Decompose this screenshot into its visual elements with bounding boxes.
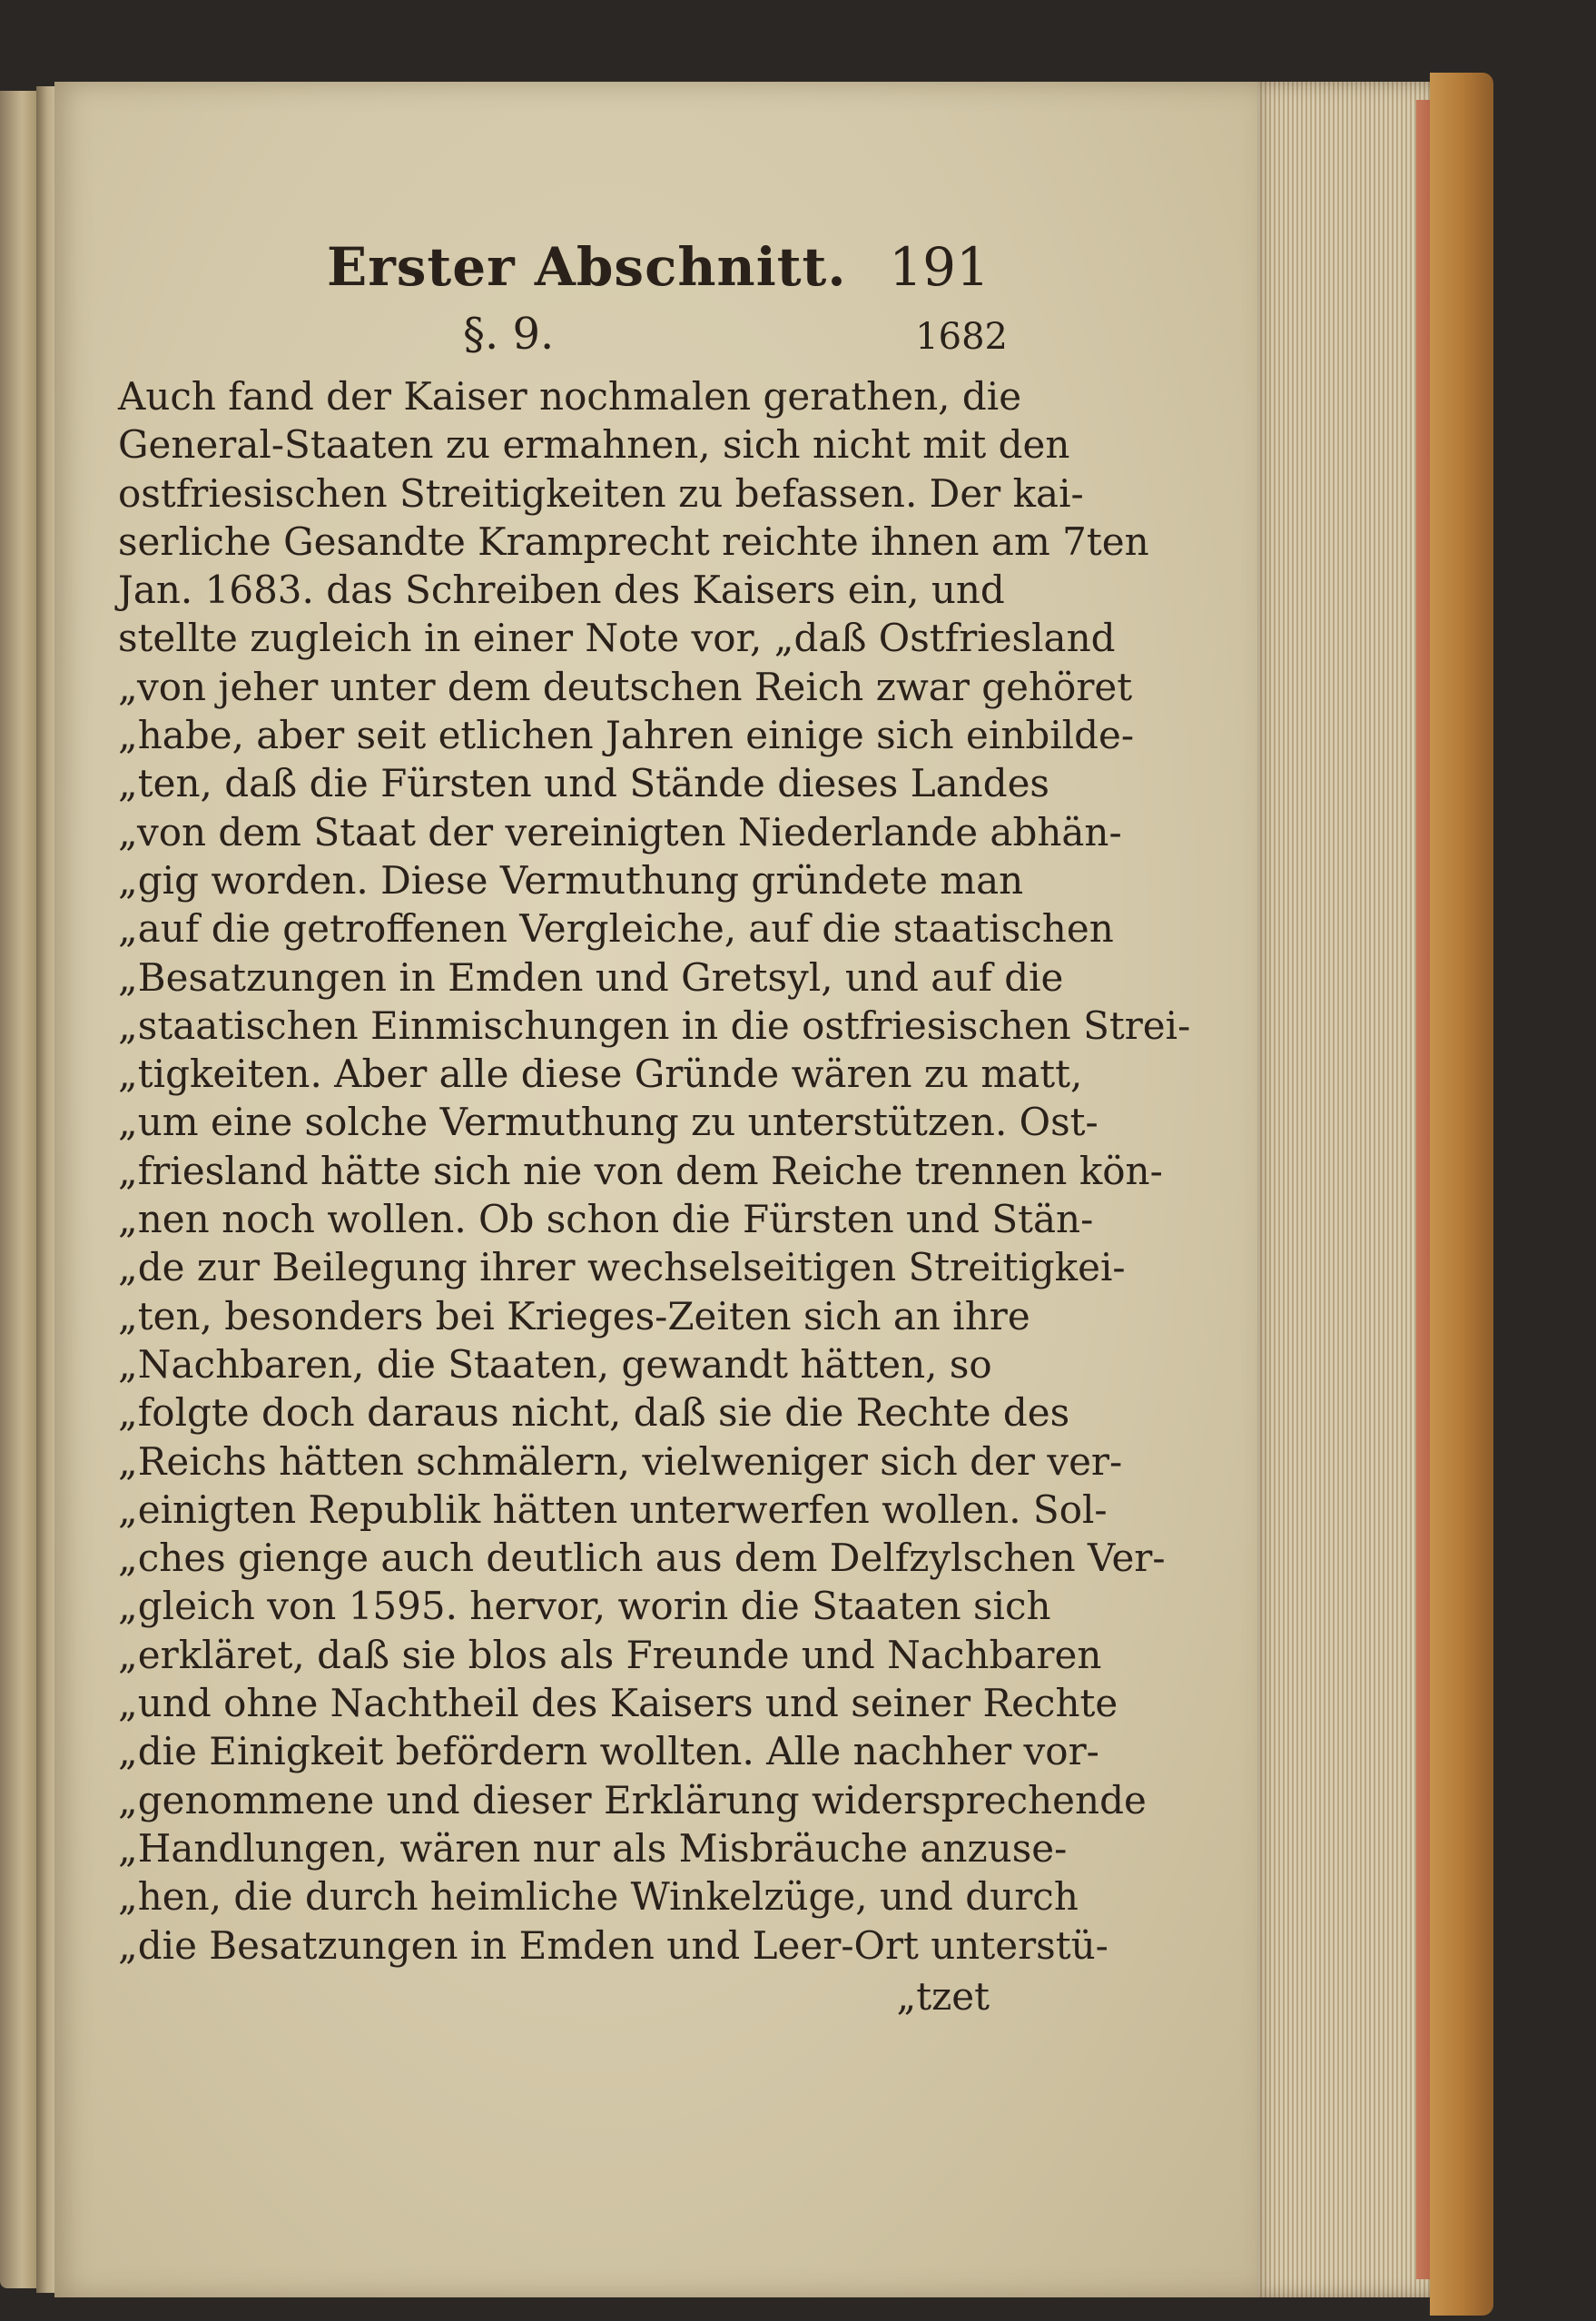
section-number: §. 9.	[463, 309, 555, 360]
text-line: „Nachbaren, die Staaten, gewandt hätten, so	[118, 1341, 992, 1387]
text-line: Jan. 1683. das Schreiben des Kaisers ein, und	[118, 568, 1005, 613]
page-edges	[1257, 82, 1439, 2297]
margin-year: 1682	[915, 316, 1008, 358]
text-line: „ten, besonders bei Krieges-Zeiten sich an ihre	[118, 1293, 1030, 1338]
page-header	[118, 227, 990, 309]
text-line: „staatischen Einmischungen in die ostfriesischen Strei-	[118, 1002, 1191, 1048]
text-line: „Besatzungen in Emden und Gretsyl, und auf die	[118, 954, 1064, 1000]
left-page-edge	[0, 91, 36, 2288]
text-line: „nen noch wollen. Ob schon die Fürsten und Stän-	[118, 1197, 1094, 1242]
text-line: „auf die getroffenen Vergleiche, auf die staatischen	[118, 906, 1114, 952]
text-line: „und ohne Nachtheil des Kaisers und seiner Rechte	[118, 1681, 1118, 1726]
page-content	[118, 227, 1191, 2024]
text-line: „gig worden. Diese Vermuthung gründete man	[118, 857, 1024, 903]
text-line: „um eine solche Vermuthung zu unterstützen. Ost-	[118, 1100, 1098, 1145]
text-line: „ten, daß die Fürsten und Stände dieses Landes	[118, 761, 1049, 806]
text-line: „genommene und dieser Erklärung widersprechende	[118, 1777, 1147, 1822]
text-line: „folgte doch daraus nicht, daß sie die Rechte des	[118, 1390, 1070, 1436]
text-line: „erkläret, daß sie blos als Freunde und Nachbaren	[118, 1632, 1102, 1677]
running-title: Erster Abschnitt.	[327, 236, 847, 298]
text-line: „ches gienge auch deutlich aus dem Delfzylschen Ver-	[118, 1536, 1166, 1581]
book-cover	[1430, 73, 1493, 2316]
text-line: „friesland hätte sich nie von dem Reiche trennen kön-	[118, 1148, 1163, 1193]
text-line: „gleich von 1595. hervor, worin die Staaten sich	[118, 1584, 1051, 1629]
section-heading	[118, 309, 1008, 372]
text-line: „die Besatzungen in Emden und Leer-Ort unterstü-	[118, 1922, 1108, 1968]
text-line: „Reichs hätten schmälern, vielweniger sich der ver-	[118, 1438, 1123, 1484]
catchword: „tzet	[896, 1973, 990, 2019]
text-line: „einigten Republik hätten unterwerfen wollen. Sol-	[118, 1486, 1108, 1532]
text-line: serliche Gesandte Kramprecht reichte ihnen am 7ten	[118, 519, 1149, 564]
text-line: „Handlungen, wären nur als Misbräuche anzuse-	[118, 1825, 1068, 1871]
text-line: Auch fand der Kaiser nochmalen gerathen, die	[118, 374, 1022, 419]
page-number: 191	[889, 236, 990, 298]
text-line: „von dem Staat der vereinigten Niederlande abhän-	[118, 809, 1122, 854]
text-line: „habe, aber seit etlichen Jahren einige sich einbilde-	[118, 713, 1135, 758]
text-line: ostfriesischen Streitigkeiten zu befassen. Der kai-	[118, 470, 1084, 516]
text-line: „de zur Beilegung ihrer wechselseitigen Streitigkei-	[118, 1245, 1126, 1290]
text-line: General-Staaten zu ermahnen, sich nicht mit den	[118, 422, 1070, 468]
text-line: „hen, die durch heimliche Winkelzüge, und durch	[118, 1874, 1079, 1920]
body-text	[118, 372, 1191, 1970]
text-line: „tigkeiten. Aber alle diese Gründe wären zu matt,	[118, 1052, 1083, 1097]
text-line: „die Einigkeit befördern wollten. Alle nachher vor-	[118, 1729, 1099, 1774]
text-line: stellte zugleich in einer Note vor, „daß Ostfriesland	[118, 616, 1116, 661]
text-line: „von jeher unter dem deutschen Reich zwar gehöret	[118, 664, 1133, 709]
